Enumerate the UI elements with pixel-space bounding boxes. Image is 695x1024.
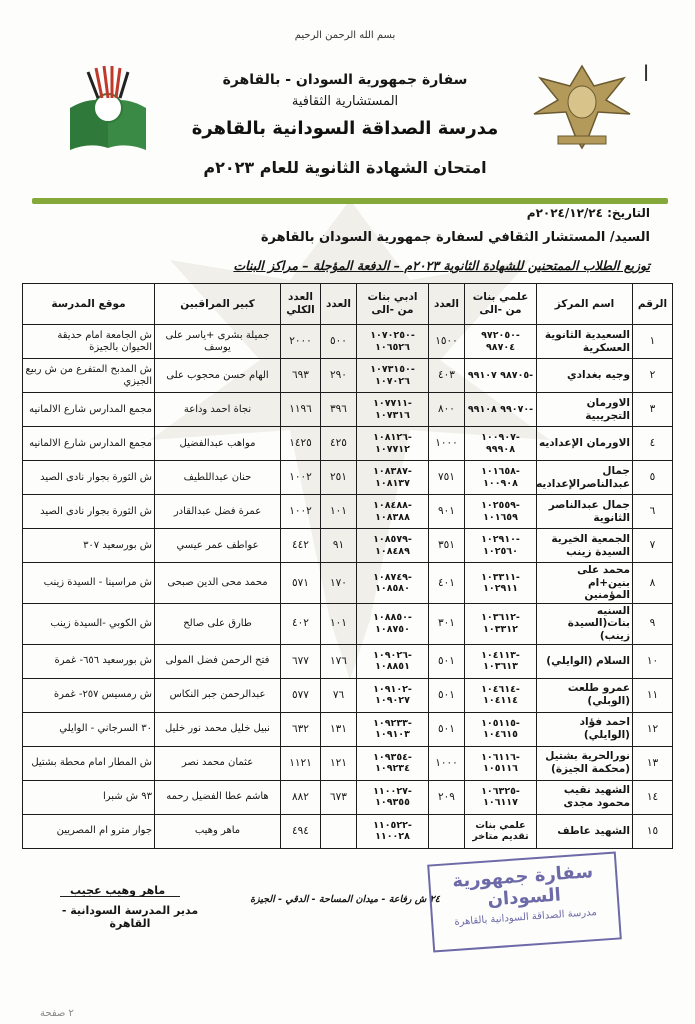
lit-count	[321, 814, 357, 848]
lit-range: -١٠٧٠٢٥٠ ١٠٦٥٢٦	[357, 325, 429, 359]
row-number: ٤	[633, 427, 673, 461]
row-number: ٦	[633, 495, 673, 529]
center-name: عمرو طلعت (الوبلي)	[537, 678, 633, 712]
row-number: ٣	[633, 393, 673, 427]
row-number: ١٥	[633, 814, 673, 848]
lit-count: ٩١	[321, 529, 357, 563]
school-location: ٩٣ ش شبرا	[23, 780, 155, 814]
row-number: ٩	[633, 603, 673, 644]
lit-count: ١٣١	[321, 712, 357, 746]
table-row	[23, 461, 673, 495]
table-row	[23, 603, 673, 644]
sci-count: ١٠٠٠	[429, 746, 465, 780]
center-name: احمد فؤاد (الوايلي)	[537, 712, 633, 746]
sci-count: ١٠٠٠	[429, 427, 465, 461]
col-total: العدد الكلي	[281, 284, 321, 325]
chief-supervisor: نجاة احمد وداعة	[155, 393, 281, 427]
sci-range: -١٠٦١١٦ ١٠٥١١٦	[465, 746, 537, 780]
total-count: ١٠٠٢	[281, 461, 321, 495]
table-row	[23, 427, 673, 461]
row-number: ١١	[633, 678, 673, 712]
sci-count: ٥٠١	[429, 712, 465, 746]
sci-count: ٨٠٠	[429, 393, 465, 427]
school-location: ش بورسعيد ٦٥٦- غمرة	[23, 644, 155, 678]
sci-range: -١٠١٦٥٨ ١٠٠٩٠٨	[465, 461, 537, 495]
total-count: ٥٧٧	[281, 678, 321, 712]
row-number: ٨	[633, 563, 673, 604]
chief-supervisor: عبدالرحمن جبر النكاس	[155, 678, 281, 712]
col-center: اسم المركز	[537, 284, 633, 325]
lit-count: ٣٩٦	[321, 393, 357, 427]
school-location: ش الكوبي -السيدة زينب	[23, 603, 155, 644]
school-location: جوار مترو ام المصريين	[23, 814, 155, 848]
sci-range: -١٠٠٩٠٧ ٩٩٩٠٨	[465, 427, 537, 461]
row-number: ١٣	[633, 746, 673, 780]
sci-range: علمي بنات تقديم متاخر	[465, 814, 537, 848]
center-name: السعيدية الثانوية العسكرية	[537, 325, 633, 359]
lit-count: ١٧٠	[321, 563, 357, 604]
center-name: نورالحرية بشتيل (محكمة الجيزة)	[537, 746, 633, 780]
center-name: السلام (الوايلي)	[537, 644, 633, 678]
col-lit-range: ادبي بنات من -الى	[357, 284, 429, 325]
lit-count: ٧٦	[321, 678, 357, 712]
school-location: ش الثورة بجوار نادى الصيد	[23, 461, 155, 495]
school-location: ٣٠ السرجاني - الوايلي	[23, 712, 155, 746]
center-name: وجيه بغدادي	[537, 359, 633, 393]
total-count: ٤٠٢	[281, 603, 321, 644]
signatory-title: مدير المدرسة السودانية - القاهرة	[61, 904, 199, 930]
center-name: جمال عبدالناصر الثانوية	[537, 495, 633, 529]
center-name: الاورمان الإعداديه	[537, 427, 633, 461]
lit-range: -١٠٨٤٨٨ ١٠٨٣٨٨	[357, 495, 429, 529]
row-number: ١٤	[633, 780, 673, 814]
row-number: ٧	[633, 529, 673, 563]
exam-title: امتحان الشهادة الثانوية للعام ٢٠٢٣م	[203, 158, 487, 177]
col-supervisor: كبير المراقبين	[155, 284, 281, 325]
center-name: الشهيد نقيب محمود مجدى	[537, 780, 633, 814]
lit-range: -١٠٨٨٥٠ ١٠٨٧٥٠	[357, 603, 429, 644]
sci-range: -١٠٤٦١٤ ١٠٤١١٤	[465, 678, 537, 712]
lit-range: -١٠٩٣٥٤ ١٠٩٢٣٤	[357, 746, 429, 780]
center-name: السنيه بنات(السيدة زينب)	[537, 603, 633, 644]
total-count: ٨٨٢	[281, 780, 321, 814]
addressee: السيد/ المستشار الثقافي لسفارة جمهورية السودان بالقاهرة	[260, 230, 650, 245]
sci-count: ١٥٠٠	[429, 325, 465, 359]
total-count: ٥٧١	[281, 563, 321, 604]
distribution-table	[22, 283, 673, 849]
row-number: ٥	[633, 461, 673, 495]
basmala: بسم الله الرحمن الرحيم	[294, 30, 396, 41]
sci-count: ٢٠٩	[429, 780, 465, 814]
sci-range: -١٠٣٣١١ ١٠٢٩١١	[465, 563, 537, 604]
chief-supervisor: ماهر وهيب	[155, 814, 281, 848]
school-location: ش المطار امام محطة بشتيل	[23, 746, 155, 780]
sci-range: -١٠٥١١٥ ١٠٤٦١٥	[465, 712, 537, 746]
chief-supervisor: محمد محى الدين صبحى	[155, 563, 281, 604]
table-header-row	[23, 284, 673, 325]
signature-line	[60, 896, 180, 897]
total-count: ٦٣٢	[281, 712, 321, 746]
lit-count: ١٧٦	[321, 644, 357, 678]
chief-supervisor: طارق على صالح	[155, 603, 281, 644]
total-count: ٢٠٠٠	[281, 325, 321, 359]
lit-count: ١٢١	[321, 746, 357, 780]
lit-range: -١٠٩٠٢٦ ١٠٨٨٥١	[357, 644, 429, 678]
school-location: ش الجامعة امام حديقة الحيوان بالجيزة	[23, 325, 155, 359]
total-count: ١٠٠٢	[281, 495, 321, 529]
col-location: موقع المدرسة	[23, 284, 155, 325]
lit-count: ٦٧٣	[321, 780, 357, 814]
lit-range: -١٠٨١٢٦ ١٠٧٧١٢	[357, 427, 429, 461]
chief-supervisor: حنان عبداللطيف	[155, 461, 281, 495]
lit-range: -١٠٧٧١١ ١٠٧٣١٦	[357, 393, 429, 427]
chief-supervisor: عواطف عمر عيسي	[155, 529, 281, 563]
chief-supervisor: الهام حسن محجوب على	[155, 359, 281, 393]
sci-count: ٣٠١	[429, 603, 465, 644]
total-count: ٦٧٧	[281, 644, 321, 678]
total-count: ١٤٢٥	[281, 427, 321, 461]
school-location: ش بورسعيد ٣٠٧	[23, 529, 155, 563]
lit-count: ١٠١	[321, 495, 357, 529]
center-name: الجمعية الخيرية السيدة زينب	[537, 529, 633, 563]
sci-range: -٩٨٧٠٥ ٩٩١٠٧	[465, 359, 537, 393]
chief-supervisor: عثمان محمد نصر	[155, 746, 281, 780]
school-location: ش رمسيس ٢٥٧- غمرة	[23, 678, 155, 712]
table-row	[23, 529, 673, 563]
page-footer-fragment: ٢ صفحة	[40, 1008, 74, 1019]
school-location: ش المدبح المتفرع من ش ربيع الجيزي	[23, 359, 155, 393]
stamp-line-2: مدرسة الصداقة السودانية بالقاهرة	[454, 906, 598, 928]
margin-mark: ا	[643, 62, 650, 87]
lit-range: -١١٠٥٢٢ ١١٠٠٢٨	[357, 814, 429, 848]
center-name: الشهيد عاطف	[537, 814, 633, 848]
row-number: ٢	[633, 359, 673, 393]
lit-count: ٤٢٥	[321, 427, 357, 461]
school-location: ش الثورة بجوار نادى الصيد	[23, 495, 155, 529]
sci-range: -١٠٦٣٢٥ ١٠٦١١٧	[465, 780, 537, 814]
sci-range: -١٠٤١١٣ ١٠٣٦١٣	[465, 644, 537, 678]
table-row	[23, 712, 673, 746]
table-row	[23, 495, 673, 529]
total-count: ٦٩٣	[281, 359, 321, 393]
school-logo-icon	[60, 62, 156, 158]
sci-count: ٣٥١	[429, 529, 465, 563]
sci-range: -٩٩٠٧٠ ٩٩١٠٨	[465, 393, 537, 427]
embassy-name: سفارة جمهورية السودان - بالقاهرة	[222, 72, 468, 88]
school-address: ٢٤ ش رفاعة - ميدان المساحة - الدقي - الجيزة	[250, 894, 440, 905]
table-row	[23, 780, 673, 814]
lit-range: -١٠٨٣٨٧ ١٠٨١٣٧	[357, 461, 429, 495]
lit-range: -١٠٨٧٤٩ ١٠٨٥٨٠	[357, 563, 429, 604]
sci-range: -١٠٢٥٥٩ ١٠١٦٥٩	[465, 495, 537, 529]
table-row	[23, 393, 673, 427]
lit-count: ٥٠٠	[321, 325, 357, 359]
sci-range: -٩٧٢٠٥٠ ٩٨٧٠٤	[465, 325, 537, 359]
col-sci-range: علمي بنات من -الى	[465, 284, 537, 325]
sci-count: ٩٠١	[429, 495, 465, 529]
center-name: محمد على بنين+ام المؤمنين	[537, 563, 633, 604]
lit-count: ٢٩٠	[321, 359, 357, 393]
table-row	[23, 746, 673, 780]
center-name: الاورمان التجريبية	[537, 393, 633, 427]
row-number: ١	[633, 325, 673, 359]
lit-range: -١٠٨٥٧٩ ١٠٨٤٨٩	[357, 529, 429, 563]
row-number: ١٢	[633, 712, 673, 746]
school-name: مدرسة الصداقة السودانية بالقاهرة	[191, 118, 499, 139]
chief-supervisor: فتح الرحمن فضل المولى	[155, 644, 281, 678]
table-row	[23, 678, 673, 712]
signatory-name: ماهر وهيب عجيب	[70, 884, 166, 897]
center-name: جمال عبدالناصرالإعداديه	[537, 461, 633, 495]
table-row	[23, 644, 673, 678]
sci-count: ٥٠١	[429, 644, 465, 678]
table-row	[23, 563, 673, 604]
sci-count: ٧٥١	[429, 461, 465, 495]
subject-line: توزيع الطلاب الممتحنين للشهادة الثانوية ٢٠٢٣م – الدفعة المؤجلة – مراكز البنات	[233, 258, 650, 273]
school-location: ش مراسينا - السيدة زينب	[23, 563, 155, 604]
chief-supervisor: جميلة بشرى +ياسر على يوسف	[155, 325, 281, 359]
school-location: مجمع المدارس شارع الالمانيه	[23, 427, 155, 461]
sci-count: ٤٠١	[429, 563, 465, 604]
total-count: ١١٢١	[281, 746, 321, 780]
total-count: ٤٩٤	[281, 814, 321, 848]
lit-range: -١١٠٠٢٧ ١٠٩٣٥٥	[357, 780, 429, 814]
col-num: الرقم	[633, 284, 673, 325]
lit-range: -١٠٩١٠٢ ١٠٩٠٢٧	[357, 678, 429, 712]
official-stamp	[427, 852, 622, 953]
col-lit-count: العدد	[321, 284, 357, 325]
school-location: مجمع المدارس شارع الالمانيه	[23, 393, 155, 427]
sci-range: -١٠٢٩١٠ ١٠٢٥٦٠	[465, 529, 537, 563]
header-divider	[32, 198, 668, 204]
stamp-line-1: سفارة جمهورية السودان	[451, 861, 594, 911]
lit-count: ٢٥١	[321, 461, 357, 495]
lit-range: -١٠٧٣١٥٠ ١٠٧٠٢٦	[357, 359, 429, 393]
col-sci-count: العدد	[429, 284, 465, 325]
lit-count: ١٠١	[321, 603, 357, 644]
sci-count: ٥٠١	[429, 678, 465, 712]
document-date: التاريخ: ٢٠٢٤/١٢/٢٤م	[526, 206, 650, 220]
table-row	[23, 814, 673, 848]
cultural-office: المستشارية الثقافية	[291, 94, 399, 109]
total-count: ١١٩٦	[281, 393, 321, 427]
chief-supervisor: مواهب عبدالفضيل	[155, 427, 281, 461]
table-row	[23, 325, 673, 359]
sci-count	[429, 814, 465, 848]
chief-supervisor: نبيل خليل محمد نور خليل	[155, 712, 281, 746]
lit-range: -١٠٩٢٣٣ ١٠٩١٠٣	[357, 712, 429, 746]
table-row	[23, 359, 673, 393]
sci-count: ٤٠٣	[429, 359, 465, 393]
sudan-emblem-icon	[528, 60, 636, 150]
chief-supervisor: عمرة فضل عبدالقادر	[155, 495, 281, 529]
row-number: ١٠	[633, 644, 673, 678]
chief-supervisor: هاشم عطا الفضيل رحمه	[155, 780, 281, 814]
sci-range: -١٠٣٦١٢ ١٠٣٣١٢	[465, 603, 537, 644]
total-count: ٤٤٢	[281, 529, 321, 563]
